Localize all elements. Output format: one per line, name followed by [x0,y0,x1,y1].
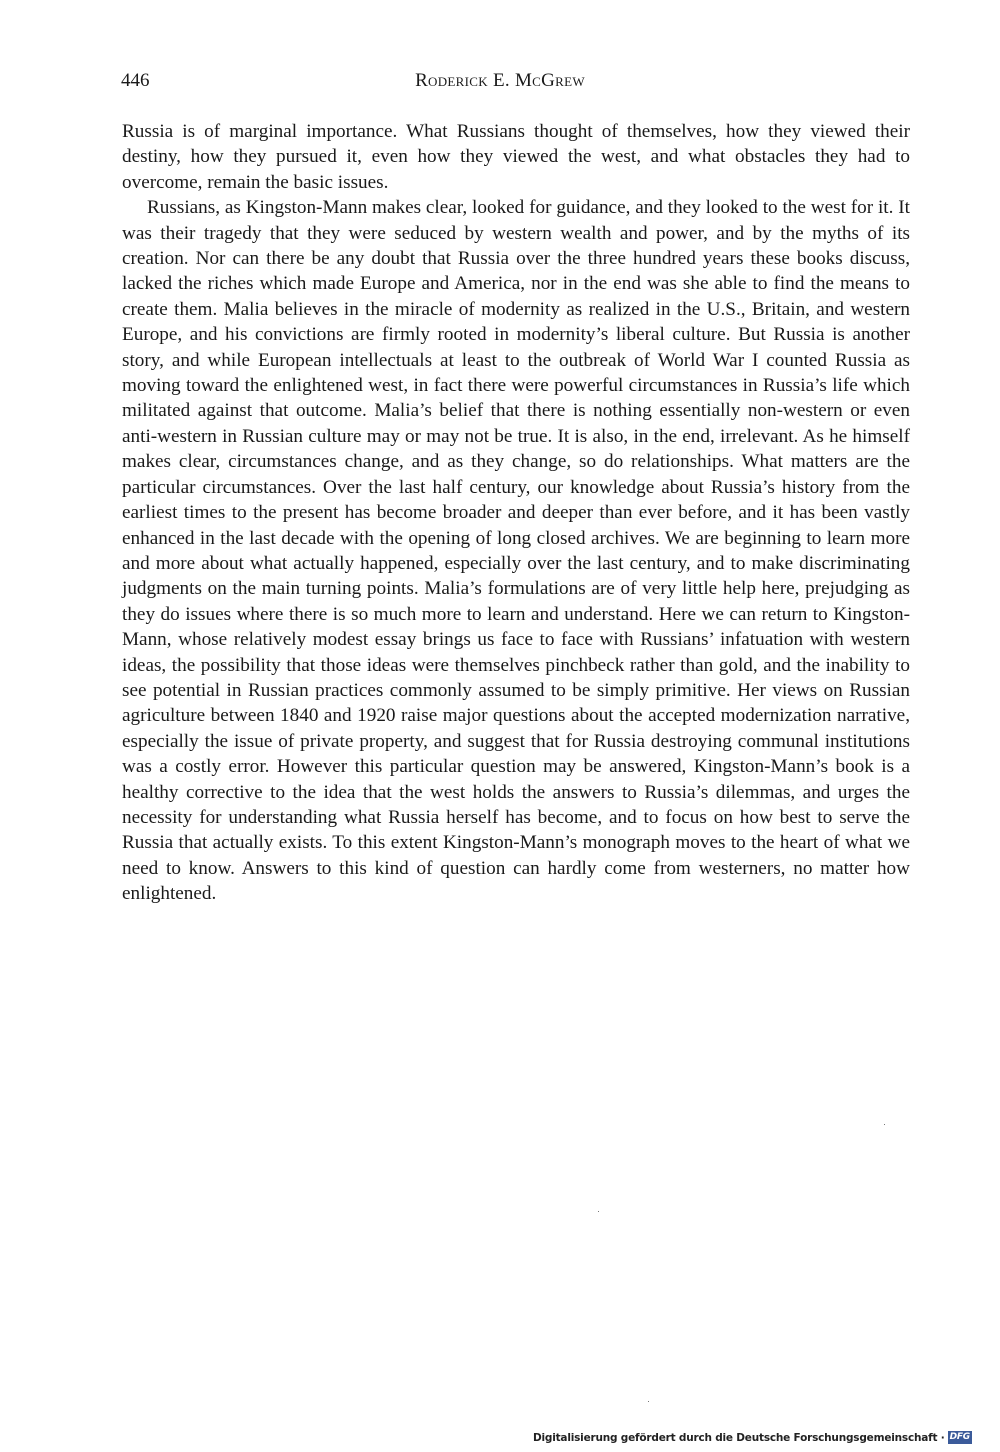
scan-speck [598,1211,599,1212]
dfg-logo-icon: DFG [949,1432,970,1442]
running-head: Roderick E. McGrew [415,70,585,91]
article-body [122,119,910,907]
digitization-credit [533,1431,972,1444]
paragraph: Russians, as Kingston-Mann makes clear, looked for guidance, and they looked to the west for it. It was their tragedy that they were seduced by western wealth and power, and by the myths of its creation. Nor can there be any doubt that Russia over the three hundred years these books discuss, lacked the riches which made Europe and America, nor in the end was she able to find the means to create them. Malia believes in the miracle of modernity as realized in the U.S., Britain, and western Europe, and his convictions are firmly rooted in modernity’s liberal culture. But Russia is another story, and while European intellectuals at least to the outbreak of World War I counted Russia as moving toward the enlightened west, in fact there were powerful circumstances in Russia’s life which militated against that outcome. Malia’s belief that there is nothing essentially non-western or even anti-western in Russian culture may or may not be true. It is also, in the end, irrelevant. As he himself makes clear, circumstances change, and as they change, so do relationships. What matters are the particular circumstances. Over the last half century, our knowledge about Russia’s history from the earliest times to the present has become broader and deeper than ever before, and it has been vastly enhanced in the last decade with the opening of long closed archives. We are beginning to learn more and more about what actually happened, especially over the last century, and to make discriminating judgments on the main turning points. Malia’s formulations are of very little help here, prejudging as they do issues where there is so much more to learn and understand. Here we can return to Kingston-Mann, whose relatively modest essay brings us face to face with Russians’ infatuation with western ideas, the possibility that those ideas were themselves pinchbeck rather than gold, and the inability to see potential in Russian practices commonly assumed to be simply primitive. Her views on Russian agriculture between 1840 and 1920 raise major questions about the accepted modernization narrative, especially the issue of private property, and suggest that for Russia destroying communal institutions was a costly error. However this particular question may be answered, Kingston-Mann’s book is a healthy corrective to the idea that the west holds the answers to Russia’s dilemmas, and urges the necessity for understanding what Russia herself has become, and to focus on how best to serve the Russia that actually exists. To this extent Kingston-Mann’s monograph moves to the heart of what we need to know. Answers to this kind of question can hardly come from westerners, no matter how enlightened. [122,197,910,905]
scan-speck [648,1401,649,1402]
paragraph-continuation: Russia is of marginal importance. What Russians thought of themselves, how they viewed their destiny, how they pursued it, even how they viewed the west, and what obstacles they had to overcome, remain the basic issues. [122,121,910,193]
scan-speck [884,1124,885,1125]
page-number: 446 [121,70,150,91]
credit-text: Digitalisierung gefördert durch die Deutsche Forschungsgemeinschaft · [532,1431,945,1444]
